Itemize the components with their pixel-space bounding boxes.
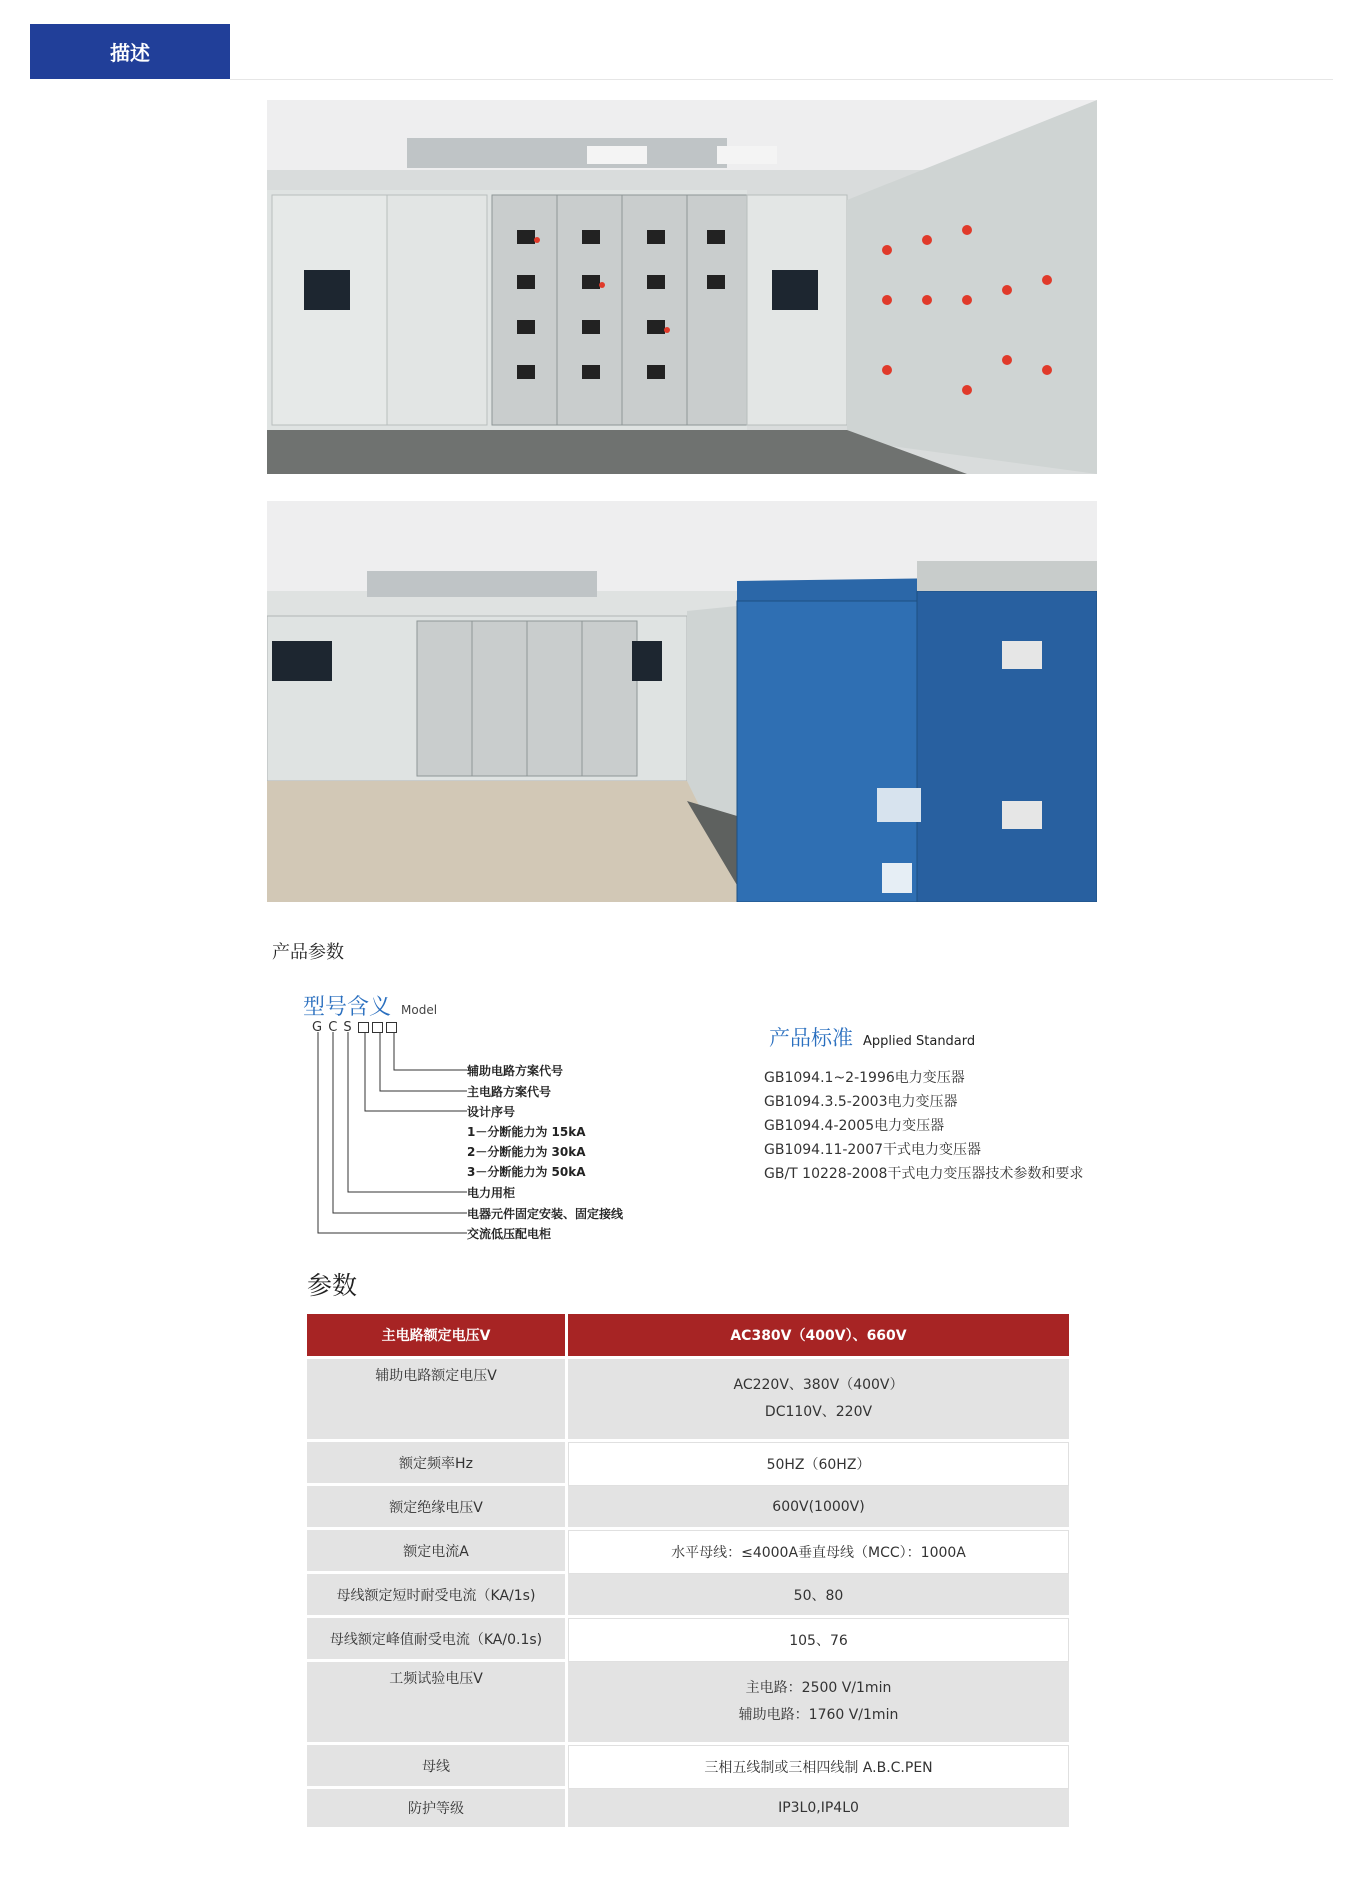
standard-item: GB/T 10228-2008干式电力变压器技术参数和要求 bbox=[764, 1166, 1084, 1182]
row-key: 工频试验电压V bbox=[307, 1662, 568, 1745]
model-code: G C S bbox=[312, 1020, 400, 1035]
product-photo-2 bbox=[267, 501, 1097, 902]
standard-item: GB1094.1~2-1996电力变压器 bbox=[764, 1070, 965, 1086]
table-row bbox=[307, 1662, 1069, 1745]
model-diagram-lines bbox=[300, 1030, 470, 1245]
standard-heading-en: Applied Standard bbox=[863, 1034, 976, 1049]
header-value: AC380V（400V）、660V bbox=[568, 1314, 1069, 1359]
tab-divider bbox=[230, 79, 1333, 80]
params-table bbox=[307, 1314, 1069, 1830]
row-value: 105、76 bbox=[568, 1618, 1069, 1662]
model-label: 设计序号 bbox=[467, 1105, 516, 1119]
row-value: IP3L0,IP4L0 bbox=[568, 1789, 1069, 1830]
model-label: 3－分断能力为 50kA bbox=[467, 1165, 586, 1179]
table-row bbox=[307, 1745, 1069, 1789]
row-value: 主电路：2500 V/1min 辅助电路：1760 V/1min bbox=[568, 1662, 1069, 1745]
row-value: 50HZ（60HZ） bbox=[568, 1442, 1069, 1486]
row-value: AC220V、380V（400V） DC110V、220V bbox=[568, 1359, 1069, 1442]
table-row bbox=[307, 1574, 1069, 1618]
table-row bbox=[307, 1359, 1069, 1442]
standard-item: GB1094.4-2005电力变压器 bbox=[764, 1118, 945, 1134]
section-title: 产品参数 bbox=[272, 942, 344, 963]
model-heading-en: Model bbox=[401, 1003, 438, 1017]
standard-heading: 产品标准 Applied Standard bbox=[769, 1026, 976, 1050]
standard-item: GB1094.3.5-2003电力变压器 bbox=[764, 1094, 958, 1110]
row-value: 600V(1000V) bbox=[568, 1486, 1069, 1530]
table-row bbox=[307, 1618, 1069, 1662]
row-value: 50、80 bbox=[568, 1574, 1069, 1618]
tab-label: 描述 bbox=[110, 41, 150, 65]
row-value: 水平母线：≤4000A垂直母线（MCC）：1000A bbox=[568, 1530, 1069, 1574]
row-key: 母线额定短时耐受电流（KA/1s) bbox=[307, 1574, 568, 1618]
row-key: 母线额定峰值耐受电流（KA/0.1s) bbox=[307, 1618, 568, 1662]
model-label: 电力用柜 bbox=[467, 1186, 516, 1200]
product-photo-1 bbox=[267, 100, 1097, 474]
row-key: 辅助电路额定电压V bbox=[307, 1359, 568, 1442]
row-value: 三相五线制或三相四线制 A.B.C.PEN bbox=[568, 1745, 1069, 1789]
model-label: 主电路方案代号 bbox=[467, 1085, 552, 1099]
model-label: 电器元件固定安装、固定接线 bbox=[467, 1207, 624, 1221]
params-title: 参数 bbox=[307, 1271, 358, 1300]
table-row bbox=[307, 1789, 1069, 1830]
model-label: 1－分断能力为 15kA bbox=[467, 1125, 586, 1139]
tab-description[interactable] bbox=[30, 24, 230, 79]
standard-item: GB1094.11-2007干式电力变压器 bbox=[764, 1142, 982, 1158]
table-header-row bbox=[307, 1314, 1069, 1359]
row-key: 防护等级 bbox=[307, 1789, 568, 1830]
row-key: 额定频率Hz bbox=[307, 1442, 568, 1486]
model-label: 2－分断能力为 30kA bbox=[467, 1145, 586, 1159]
model-heading: 型号含义 Model bbox=[303, 995, 438, 1020]
model-label: 交流低压配电柜 bbox=[467, 1227, 552, 1241]
header-key: 主电路额定电压V bbox=[307, 1314, 568, 1359]
model-label: 辅助电路方案代号 bbox=[467, 1064, 564, 1078]
table-row bbox=[307, 1442, 1069, 1486]
row-key: 额定电流A bbox=[307, 1530, 568, 1574]
row-key: 额定绝缘电压V bbox=[307, 1486, 568, 1530]
table-row bbox=[307, 1530, 1069, 1574]
table-row bbox=[307, 1486, 1069, 1530]
row-key: 母线 bbox=[307, 1745, 568, 1789]
